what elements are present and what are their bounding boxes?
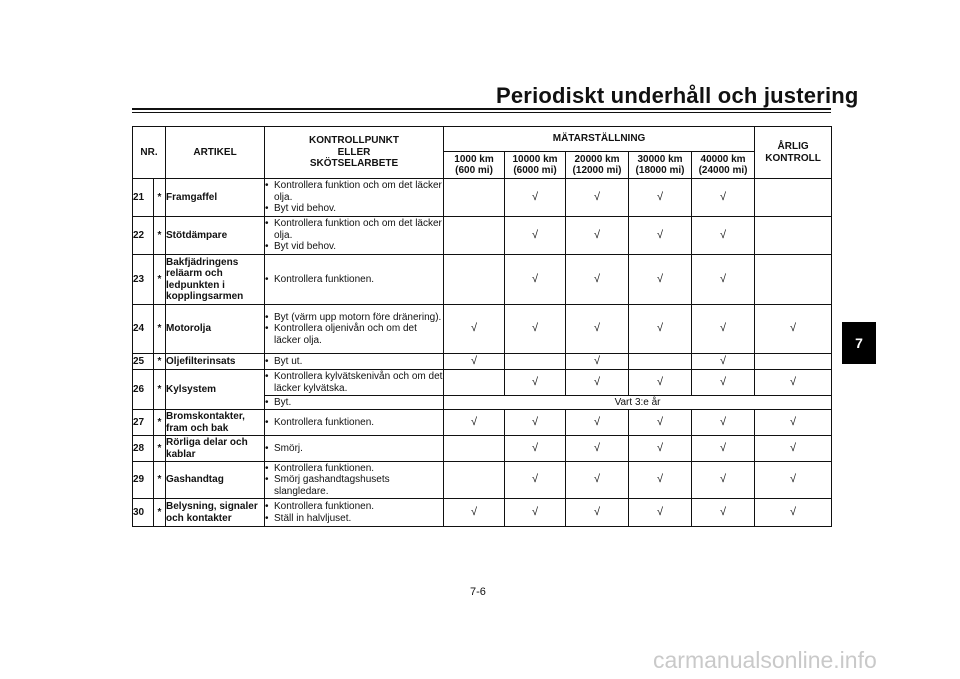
row-star: * [154,354,166,370]
check-mark: √ [755,410,832,436]
checkpoint-item: • Smörj gashandtagshusets slangledare. [265,474,443,497]
header-km [629,152,692,179]
row-checkpoints [265,255,444,305]
row-artikel: Rörliga delar och kablar [166,436,265,462]
check-mark: √ [505,436,566,462]
table-row [133,370,832,396]
check-mark: √ [566,499,629,527]
checkpoint-item: • Byt. [265,397,443,409]
check-mark: √ [629,370,692,396]
row-checkpoints [265,499,444,527]
header-mi-value: (6000 mi) [513,165,557,176]
check-mark: √ [629,462,692,499]
check-mark: √ [629,499,692,527]
row-checkpoints [265,436,444,462]
check-mark: √ [566,462,629,499]
row-star: * [154,462,166,499]
checkpoint-item: • Kontrollera oljenivån och om det läcker olja. [265,323,443,346]
header-arlig: ÅRLIG KONTROLL [755,127,832,179]
check-mark: √ [629,410,692,436]
row-checkpoints [265,305,444,354]
row-number: 23 [133,255,154,305]
chapter-tab[interactable]: 7 [842,322,876,364]
check-mark: √ [692,255,755,305]
check-mark: √ [692,370,755,396]
row-star: * [154,305,166,354]
check-mark: √ [505,217,566,255]
row-number: 25 [133,354,154,370]
header-km-value: 1000 km [454,153,494,165]
check-mark: √ [692,179,755,217]
header-km-value: 10000 km [512,153,558,165]
check-mark: √ [755,370,832,396]
header-km-value: 30000 km [637,153,683,165]
interval-text: Vart 3:e år [444,396,832,410]
row-artikel: Bromskontakter, fram och bak [166,410,265,436]
row-star: * [154,436,166,462]
empty-cell [755,217,832,255]
row-checkpoints [265,410,444,436]
row-number: 21 [133,179,154,217]
header-km [566,152,629,179]
table-row [133,305,832,354]
title-rule-thick [132,108,831,110]
empty-cell [444,217,505,255]
check-mark: √ [755,462,832,499]
checkpoint-item: • Byt vid behov. [265,203,443,215]
row-number: 29 [133,462,154,499]
check-mark: √ [566,370,629,396]
check-mark: √ [505,179,566,217]
checkpoint-item: • Kontrollera funktionen. [265,463,443,475]
maintenance-table [132,126,832,527]
checkpoint-item: • Kontrollera kylvätskenivån och om det läcker kylvätska. [265,371,443,394]
check-mark: √ [692,354,755,370]
checkpoint-item: • Byt ut. [265,356,443,368]
row-star: * [154,370,166,410]
check-mark: √ [755,436,832,462]
table-row [133,255,832,305]
check-mark: √ [444,305,505,354]
title-rule-thin [132,112,831,113]
header-kontroll: KONTROLLPUNKT ELLER SKÖTSELARBETE [265,127,444,179]
row-artikel: Oljefilterinsats [166,354,265,370]
header-km-value: 20000 km [574,153,620,165]
check-mark: √ [505,370,566,396]
check-mark: √ [755,499,832,527]
header-nr: NR. [133,127,166,179]
row-checkpoints [265,370,444,396]
check-mark: √ [444,354,505,370]
row-number: 24 [133,305,154,354]
empty-cell [755,255,832,305]
empty-cell [755,179,832,217]
checkpoint-item: • Byt (värm upp motorn före dränering). [265,312,443,324]
table-row [133,179,832,217]
empty-cell [444,255,505,305]
table-row [133,436,832,462]
check-mark: √ [505,305,566,354]
checkpoint-item: • Smörj. [265,443,443,455]
check-mark: √ [692,410,755,436]
row-artikel: Stötdämpare [166,217,265,255]
check-mark: √ [566,305,629,354]
empty-cell [444,436,505,462]
empty-cell [505,354,566,370]
check-mark: √ [505,255,566,305]
check-mark: √ [692,436,755,462]
row-number: 26 [133,370,154,410]
row-checkpoints [265,462,444,499]
row-artikel: Bakfjädringens reläarm och ledpunkten i kopplingsarmen [166,255,265,305]
check-mark: √ [505,410,566,436]
checkpoint-item: • Ställ in halvljuset. [265,513,443,525]
check-mark: √ [444,499,505,527]
header-km-value: 40000 km [700,153,746,165]
empty-cell [444,179,505,217]
check-mark: √ [444,410,505,436]
header-mi-value: (12000 mi) [572,165,622,176]
row-artikel: Framgaffel [166,179,265,217]
header-matarstallning: MÄTARSTÄLLNING [444,127,755,152]
row-artikel: Gashandtag [166,462,265,499]
table-row [133,462,832,499]
check-mark: √ [692,499,755,527]
checkpoint-item: • Kontrollera funktionen. [265,417,443,429]
check-mark: √ [505,499,566,527]
check-mark: √ [566,436,629,462]
check-mark: √ [692,217,755,255]
checkpoint-item: • Kontrollera funktionen. [265,274,443,286]
row-artikel: Motorolja [166,305,265,354]
row-number: 30 [133,499,154,527]
check-mark: √ [629,255,692,305]
row-artikel: Kylsystem [166,370,265,410]
row-star: * [154,410,166,436]
check-mark: √ [629,305,692,354]
table-row [133,410,832,436]
checkpoint-item: • Kontrollera funktion och om det läcker olja. [265,180,443,203]
watermark: carmanualsonline.info [653,647,877,673]
table-row [133,217,832,255]
row-artikel: Belysning, signaler och kontakter [166,499,265,527]
header-mi-value: (24000 mi) [698,165,748,176]
empty-cell [444,462,505,499]
checkpoint-item: • Kontrollera funktion och om det läcker olja. [265,218,443,241]
row-checkpoints [265,179,444,217]
page-title: Periodiskt underhåll och justering [496,83,859,108]
header-mi-value: (600 mi) [455,165,493,176]
row-star: * [154,179,166,217]
check-mark: √ [505,462,566,499]
checkpoint-item: • Byt vid behov. [265,241,443,253]
check-mark: √ [566,255,629,305]
checkpoint-item: • Kontrollera funktionen. [265,501,443,513]
header-km [505,152,566,179]
check-mark: √ [566,217,629,255]
table-row [133,499,832,527]
check-mark: √ [692,462,755,499]
row-star: * [154,217,166,255]
check-mark: √ [629,436,692,462]
check-mark: √ [629,179,692,217]
row-star: * [154,255,166,305]
row-number: 28 [133,436,154,462]
check-mark: √ [566,354,629,370]
empty-cell [444,370,505,396]
row-checkpoints [265,217,444,255]
check-mark: √ [566,410,629,436]
empty-cell [755,354,832,370]
row-number: 22 [133,217,154,255]
header-km [692,152,755,179]
header-artikel: ARTIKEL [166,127,265,179]
row-checkpoints [265,354,444,370]
header-mi-value: (18000 mi) [635,165,685,176]
page-number: 7-6 [470,586,486,598]
check-mark: √ [755,305,832,354]
header-km [444,152,505,179]
check-mark: √ [629,217,692,255]
empty-cell [629,354,692,370]
row-star: * [154,499,166,527]
table-row [133,354,832,370]
row-number: 27 [133,410,154,436]
check-mark: √ [692,305,755,354]
check-mark: √ [566,179,629,217]
row-checkpoints [265,396,444,410]
